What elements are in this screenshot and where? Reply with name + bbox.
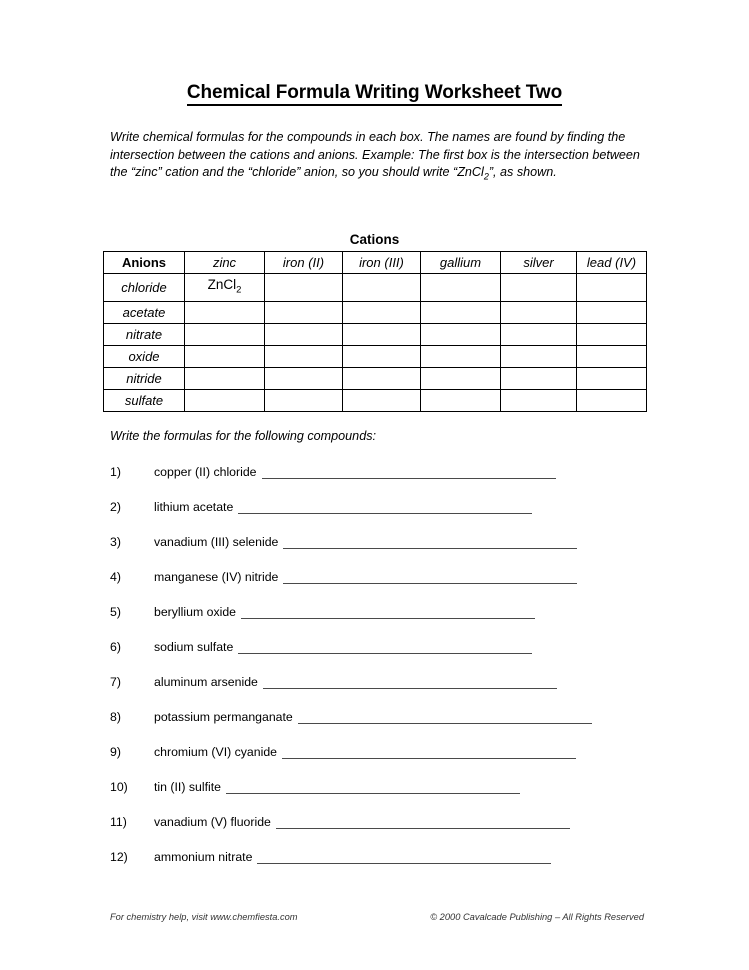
grid-cell-chloride-silver[interactable] bbox=[501, 274, 577, 302]
grid-col-header-lead-iv: lead (IV) bbox=[577, 252, 647, 274]
question-body bbox=[154, 710, 592, 724]
question-body bbox=[154, 780, 520, 794]
grid-row-header-oxide: oxide bbox=[104, 345, 185, 367]
question-row bbox=[110, 675, 670, 710]
grid-cell-acetate-gallium[interactable] bbox=[421, 301, 501, 323]
footer-credit-left: For chemistry help, visit www.chemfiesta.com bbox=[110, 912, 298, 922]
grid-cell-chloride-iron-iii[interactable] bbox=[343, 274, 421, 302]
question-row bbox=[110, 710, 670, 745]
grid-cell-sulfate-zinc[interactable] bbox=[185, 389, 265, 411]
page-title-text: Chemical Formula Writing Worksheet Two bbox=[187, 82, 562, 106]
answer-blank[interactable] bbox=[263, 676, 557, 689]
question-row bbox=[110, 815, 670, 850]
grid-row-header-sulfate: sulfate bbox=[104, 389, 185, 411]
grid-cell-nitride-lead-iv[interactable] bbox=[577, 367, 647, 389]
page-title bbox=[0, 82, 749, 104]
anion-cation-grid bbox=[103, 251, 647, 412]
grid-cell-acetate-lead-iv[interactable] bbox=[577, 301, 647, 323]
answer-blank[interactable] bbox=[262, 466, 556, 479]
grid-cell-sulfate-silver[interactable] bbox=[501, 389, 577, 411]
grid-cell-sulfate-iron-iii[interactable] bbox=[343, 389, 421, 411]
question-body bbox=[154, 745, 576, 759]
grid-cell-oxide-gallium[interactable] bbox=[421, 345, 501, 367]
compound-name: sodium sulfate bbox=[154, 640, 234, 654]
grid-col-header-gallium: gallium bbox=[421, 252, 501, 274]
question-row bbox=[110, 640, 670, 675]
answer-blank[interactable] bbox=[238, 641, 532, 654]
grid-cell-nitrate-gallium[interactable] bbox=[421, 323, 501, 345]
question-number: 7) bbox=[110, 675, 121, 689]
answer-blank[interactable] bbox=[241, 606, 535, 619]
question-number: 2) bbox=[110, 500, 121, 514]
grid-cell-nitrate-lead-iv[interactable] bbox=[577, 323, 647, 345]
question-number: 9) bbox=[110, 745, 121, 759]
grid-row-acetate bbox=[104, 301, 647, 323]
grid-row-oxide bbox=[104, 345, 647, 367]
grid-cell-sulfate-iron-ii[interactable] bbox=[265, 389, 343, 411]
grid-cell-acetate-iron-ii[interactable] bbox=[265, 301, 343, 323]
answer-blank[interactable] bbox=[298, 711, 592, 724]
question-row bbox=[110, 535, 670, 570]
question-number: 10) bbox=[110, 780, 128, 794]
grid-cell-oxide-iron-ii[interactable] bbox=[265, 345, 343, 367]
grid-row-nitrate bbox=[104, 323, 647, 345]
compound-name: copper (II) chloride bbox=[154, 465, 257, 479]
question-number: 4) bbox=[110, 570, 121, 584]
answer-blank[interactable] bbox=[226, 781, 520, 794]
question-body bbox=[154, 500, 532, 514]
compound-name: beryllium oxide bbox=[154, 605, 237, 619]
answer-blank[interactable] bbox=[276, 816, 570, 829]
grid-row-header-nitrate: nitrate bbox=[104, 323, 185, 345]
grid-col-header-silver: silver bbox=[501, 252, 577, 274]
compound-name: tin (II) sulfite bbox=[154, 780, 221, 794]
question-number: 8) bbox=[110, 710, 121, 724]
grid-cell-oxide-iron-iii[interactable] bbox=[343, 345, 421, 367]
grid-cell-chloride-iron-ii[interactable] bbox=[265, 274, 343, 302]
question-number: 12) bbox=[110, 850, 128, 864]
compound-name: vanadium (V) fluoride bbox=[154, 815, 271, 829]
grid-cell-chloride-lead-iv[interactable] bbox=[577, 274, 647, 302]
answer-blank[interactable] bbox=[238, 501, 532, 514]
grid-cell-sulfate-gallium[interactable] bbox=[421, 389, 501, 411]
grid-cell-oxide-zinc[interactable] bbox=[185, 345, 265, 367]
grid-cell-acetate-silver[interactable] bbox=[501, 301, 577, 323]
anion-cation-grid-container bbox=[103, 251, 646, 412]
grid-cell-acetate-zinc[interactable] bbox=[185, 301, 265, 323]
question-body bbox=[154, 465, 556, 479]
question-number: 11) bbox=[110, 815, 127, 829]
question-row bbox=[110, 465, 670, 500]
grid-cell-formula-base: ZnCl bbox=[207, 277, 237, 292]
question-row bbox=[110, 605, 670, 640]
answer-blank[interactable] bbox=[283, 571, 577, 584]
cations-caption: Cations bbox=[349, 232, 400, 247]
grid-row-header-acetate: acetate bbox=[104, 301, 185, 323]
grid-cell-nitrate-iron-iii[interactable] bbox=[343, 323, 421, 345]
grid-row-nitride bbox=[104, 367, 647, 389]
grid-row-header-chloride: chloride bbox=[104, 274, 185, 302]
question-body bbox=[154, 570, 577, 584]
grid-cell-oxide-silver[interactable] bbox=[501, 345, 577, 367]
grid-cell-nitride-gallium[interactable] bbox=[421, 367, 501, 389]
answer-blank[interactable] bbox=[257, 851, 551, 864]
grid-cell-nitride-zinc[interactable] bbox=[185, 367, 265, 389]
grid-row-sulfate bbox=[104, 389, 647, 411]
grid-cell-nitrate-zinc[interactable] bbox=[185, 323, 265, 345]
question-row bbox=[110, 745, 670, 780]
grid-row-header-nitride: nitride bbox=[104, 367, 185, 389]
question-body bbox=[154, 815, 570, 829]
grid-cell-oxide-lead-iv[interactable] bbox=[577, 345, 647, 367]
grid-col-header-iron-ii: iron (II) bbox=[265, 252, 343, 274]
footer-copyright-right: © 2000 Cavalcade Publishing – All Rights Reserved bbox=[430, 912, 644, 922]
grid-cell-acetate-iron-iii[interactable] bbox=[343, 301, 421, 323]
grid-cell-nitride-silver[interactable] bbox=[501, 367, 577, 389]
compound-name: vanadium (III) selenide bbox=[154, 535, 279, 549]
grid-cell-sulfate-lead-iv[interactable] bbox=[577, 389, 647, 411]
grid-cell-nitrate-iron-ii[interactable] bbox=[265, 323, 343, 345]
questions-prompt: Write the formulas for the following compounds: bbox=[110, 429, 376, 443]
grid-col-header-zinc: zinc bbox=[185, 252, 265, 274]
question-row bbox=[110, 780, 670, 815]
grid-header-row bbox=[104, 252, 647, 274]
intro-paragraph bbox=[110, 129, 644, 186]
question-body bbox=[154, 850, 551, 864]
grid-col-header-iron-iii: iron (III) bbox=[343, 252, 421, 274]
question-number: 5) bbox=[110, 605, 121, 619]
question-row bbox=[110, 570, 670, 605]
grid-cell-chloride-gallium[interactable] bbox=[421, 274, 501, 302]
question-row bbox=[110, 500, 670, 535]
questions-list bbox=[110, 465, 670, 885]
compound-name: lithium acetate bbox=[154, 500, 234, 514]
compound-name: ammonium nitrate bbox=[154, 850, 253, 864]
grid-cell-chloride-zinc[interactable] bbox=[185, 274, 265, 302]
intro-subscript: 2 bbox=[483, 171, 489, 182]
compound-name: chromium (VI) cyanide bbox=[154, 745, 278, 759]
question-body bbox=[154, 535, 577, 549]
answer-blank[interactable] bbox=[283, 536, 577, 549]
question-body bbox=[154, 640, 532, 654]
question-row bbox=[110, 850, 670, 885]
compound-name: potassium permanganate bbox=[154, 710, 293, 724]
grid-cell-nitrate-silver[interactable] bbox=[501, 323, 577, 345]
grid-cell-formula-sub: 2 bbox=[236, 284, 242, 296]
grid-corner-label: Anions bbox=[104, 252, 185, 274]
question-number: 1) bbox=[110, 465, 121, 479]
grid-row-chloride bbox=[104, 274, 647, 302]
grid-cell-nitride-iron-ii[interactable] bbox=[265, 367, 343, 389]
question-number: 6) bbox=[110, 640, 121, 654]
compound-name: aluminum arsenide bbox=[154, 675, 258, 689]
intro-text-part1: Write chemical formulas for the compounds in each box. The names are found by finding the intersection between the cations and anions. Example: The first box is the intersection between the “zinc” cation and the “chloride” anion, so you should write “ZnCl bbox=[110, 130, 640, 180]
intro-text-part2: ”, as shown. bbox=[488, 165, 557, 180]
grid-cell-nitride-iron-iii[interactable] bbox=[343, 367, 421, 389]
compound-name: manganese (IV) nitride bbox=[154, 570, 279, 584]
answer-blank[interactable] bbox=[282, 746, 576, 759]
question-body bbox=[154, 675, 557, 689]
question-number: 3) bbox=[110, 535, 121, 549]
question-body bbox=[154, 605, 535, 619]
